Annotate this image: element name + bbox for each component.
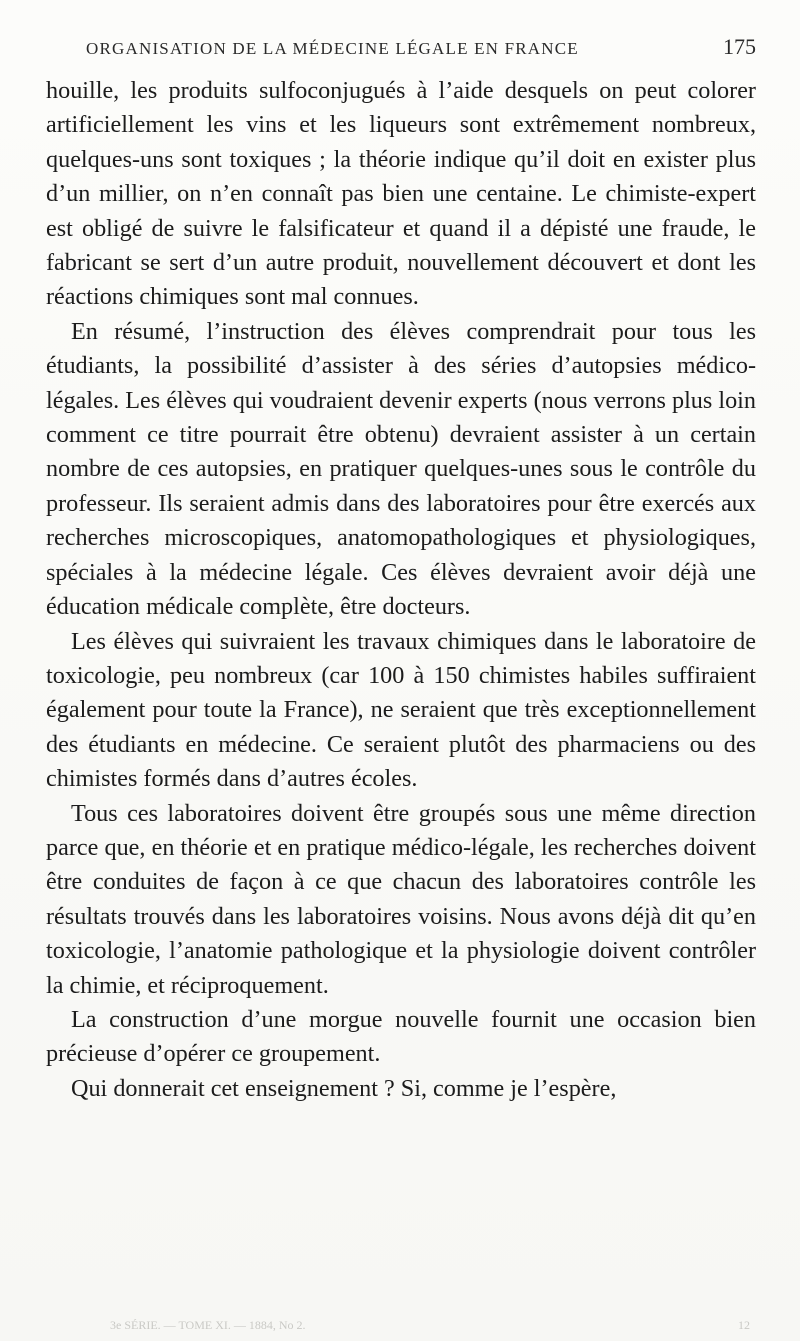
- paragraph: En résumé, l’instruction des élèves comprendrait pour tous les étudiants, la possibilité d’assister à des séries d’autopsies médico-légales. Les élèves qui voudraient devenir experts (nous verrons plus loin comment ce titre pourrait être obtenu) devraient assister à un certain nombre de ces autopsies, en pratiquer quelques-unes sous le contrôle du professeur. Ils seraient admis dans des laboratoires pour être exercés aux recherches microscopiques, anatomopathologiques et physiologiques, spéciales à la médecine légale. Ces élèves devraient avoir déjà une éducation médicale complète, être docteurs.: [46, 317, 756, 621]
- paragraph: Les élèves qui suivraient les travaux chimiques dans le laboratoire de toxicologie, peu nombreux (car 100 à 150 chimistes habiles suffiraient également pour toute la France), ne seraient que très exceptionnellement des étudiants en médecine. Ce seraient plutôt des pharmaciens ou des chimistes formés dans d’autres écoles.: [46, 627, 756, 793]
- running-head: [46, 34, 756, 74]
- paragraph: La construction d’une morgue nouvelle fournit une occasion bien précieuse d’opérer ce groupement.: [46, 1005, 756, 1068]
- running-title: ORGANISATION DE LA MÉDECINE LÉGALE EN FRANCE: [86, 39, 579, 58]
- paragraph: Qui donnerait cet enseignement ? Si, comme je l’espère,: [71, 1074, 617, 1102]
- signature-text: 3e SÉRIE. — TOME XI. — 1884, No 2.: [110, 1318, 306, 1332]
- paragraph-continuation: houille, les produits sulfoconjugués à l’aide desquels on peut colorer artificiellement les vins et les liqueurs sont extrêmement nombreux, quelques-uns sont toxiques ; la théorie indique qu’il doit en exister plus d’un millier, on n’en connaît pas bien une centaine. Le chimiste-expert est obligé de suivre le falsificateur et quand il a dépisté une fraude, le fabricant se sert d’un autre produit, nouvellement découvert et dont les réactions chimiques sont mal connues.: [46, 77, 756, 311]
- page-number: 175: [723, 34, 756, 59]
- body-text: [46, 74, 756, 1106]
- paragraph: Tous ces laboratoires doivent être groupés sous une même direction parce que, en théorie et en pratique médico-légale, les recherches doivent être conduites de façon à ce que chacun des laboratoires contrôle les résultats trouvés dans les laboratoires voisins. Nous avons déjà dit qu’en toxicologie, l’anatomie pathologique et la physiologie doivent contrôler la chimie, et réciproquement.: [46, 799, 756, 999]
- sheet-number: 12: [738, 1318, 750, 1332]
- printer-signature: [110, 1318, 750, 1333]
